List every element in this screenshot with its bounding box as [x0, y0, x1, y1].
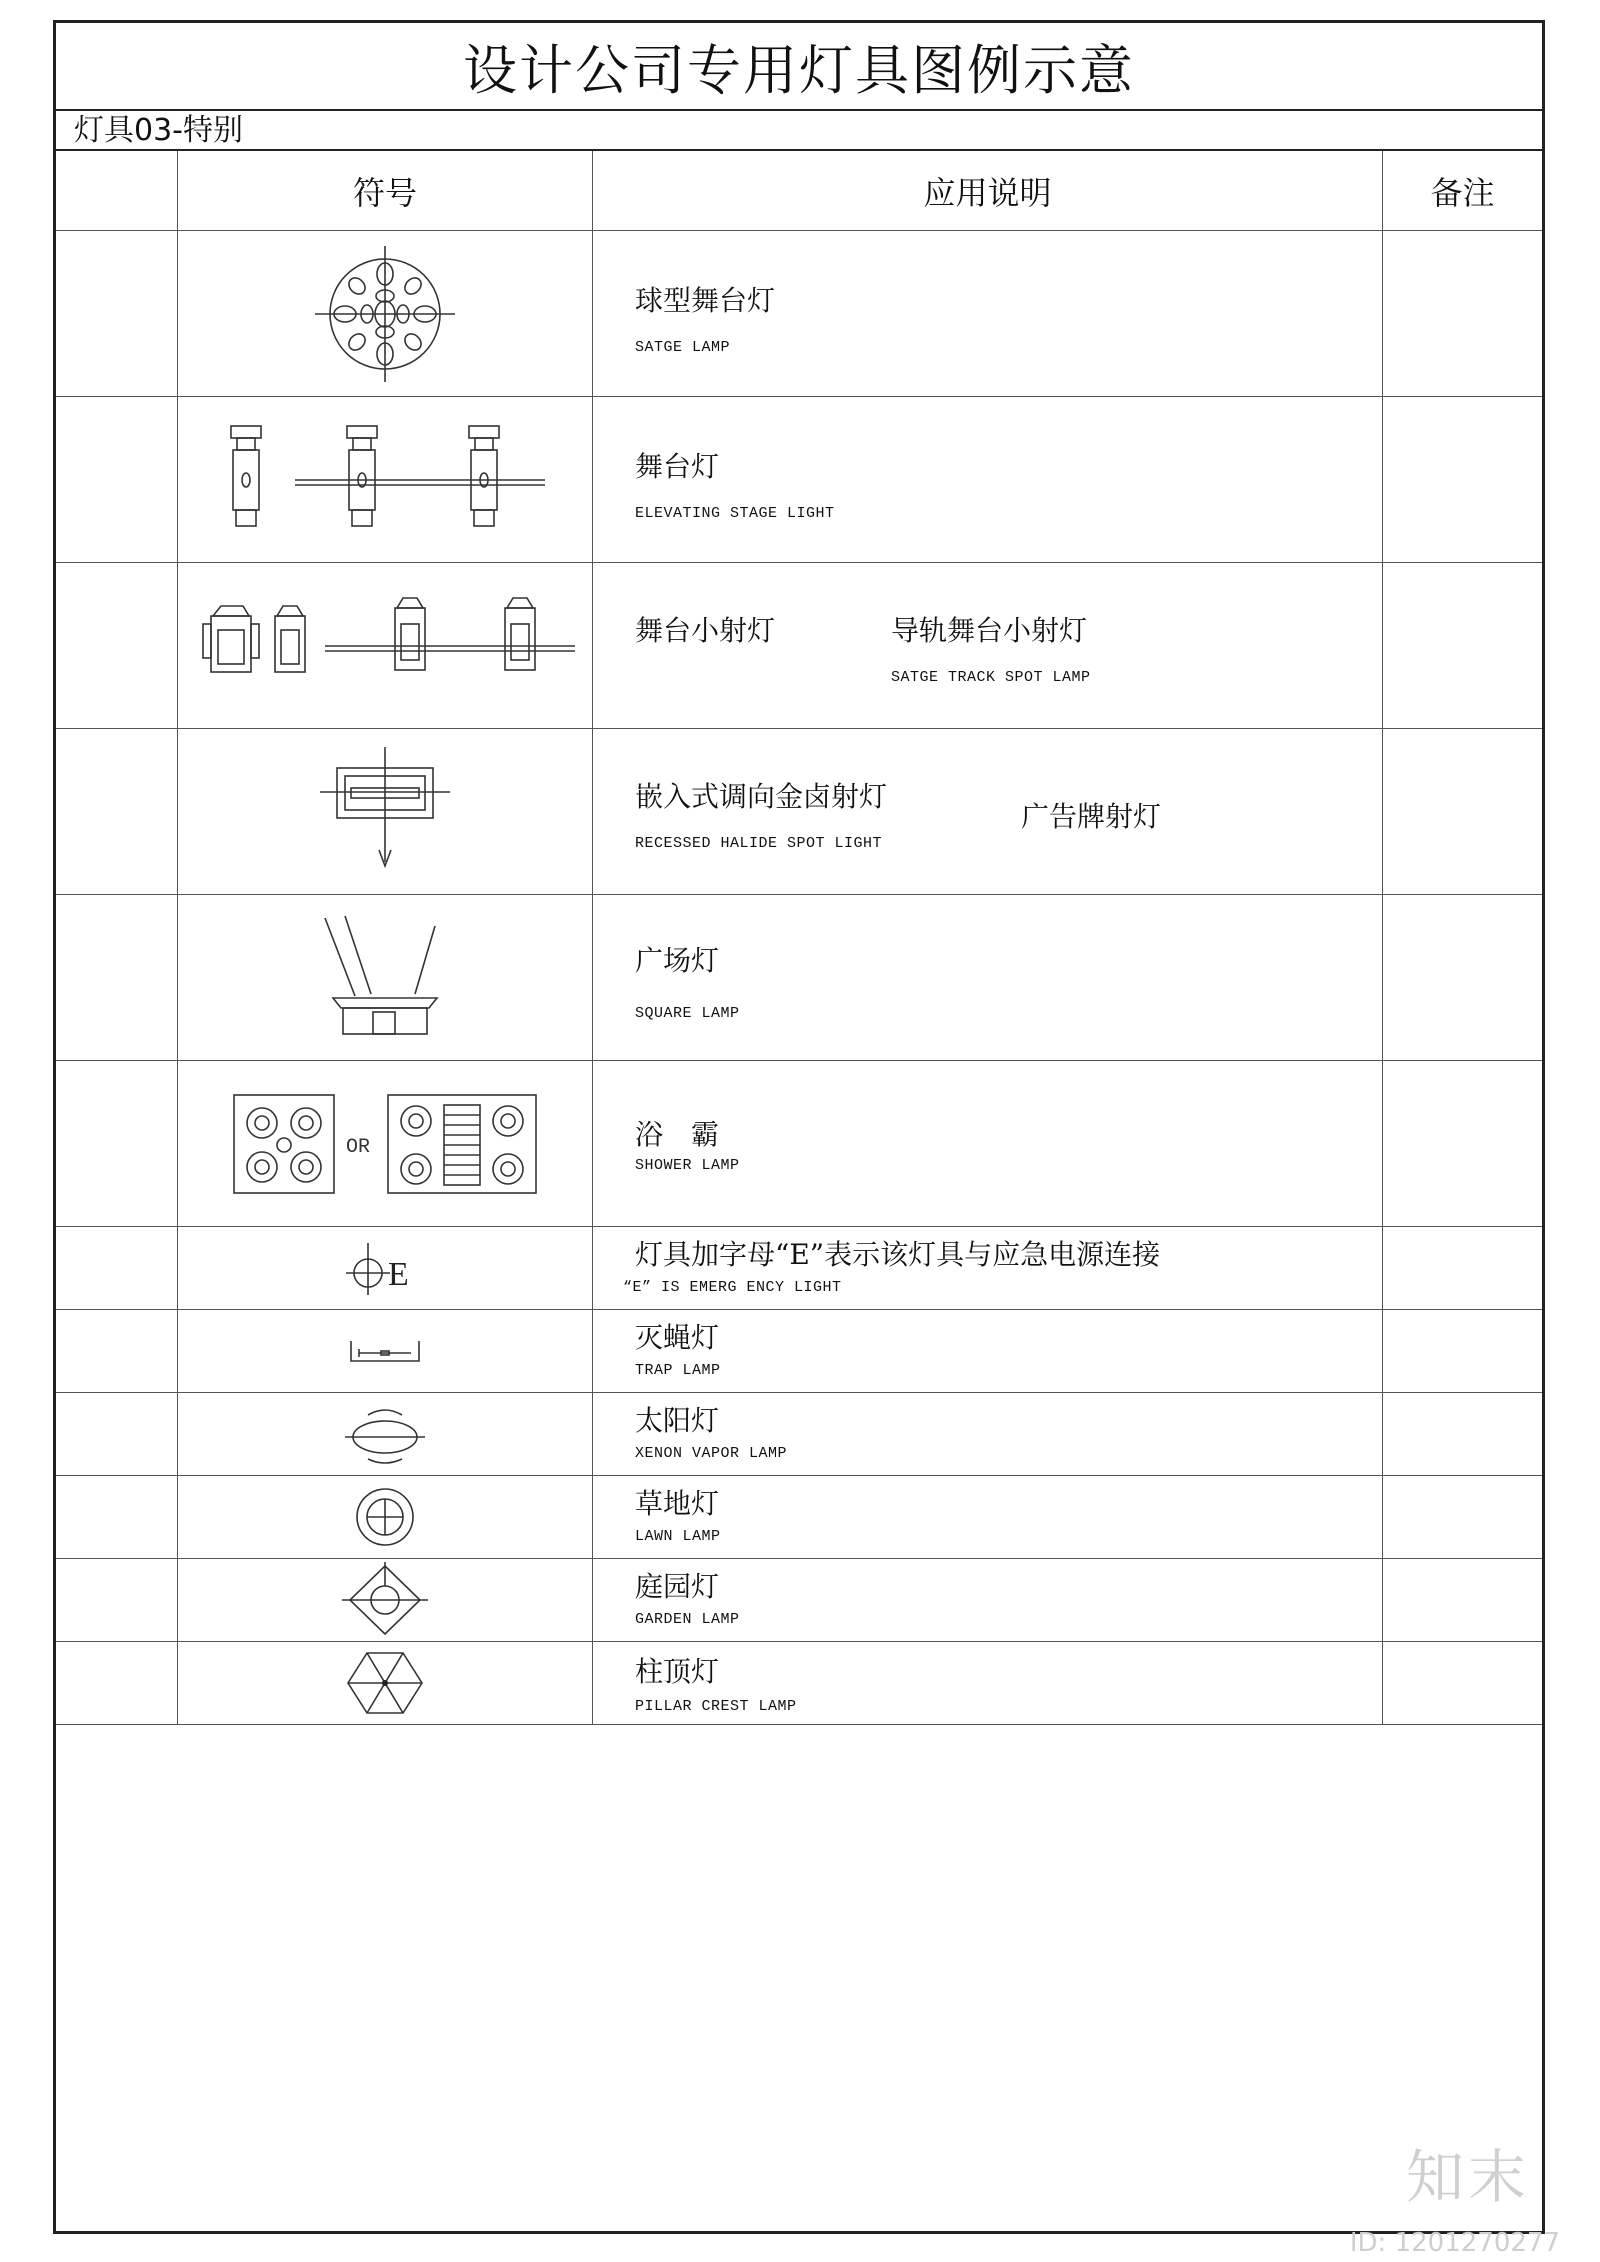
lamp-name-cn: 灯具加字母“E”表示该灯具与应急电源连接	[635, 1238, 1161, 1271]
remark-cell	[1383, 1559, 1542, 1641]
lamp-name-cn: 柱顶灯	[635, 1655, 720, 1688]
symbol-cell	[178, 729, 593, 894]
description-cell	[593, 895, 1383, 1060]
xenon-vapor-lamp-icon	[340, 1399, 430, 1469]
symbol-cell	[178, 563, 593, 728]
remark-cell	[1383, 231, 1542, 396]
lamp-name-cn: 舞台灯	[635, 450, 720, 483]
watermark-id: ID: 1201270277	[1349, 2228, 1560, 2258]
remark-cell	[1383, 1393, 1542, 1475]
symbol-cell	[178, 1227, 593, 1309]
remark-cell	[1383, 1642, 1542, 1724]
remark-cell	[1383, 1476, 1542, 1558]
lamp-name-cn: 舞台小射灯	[635, 614, 776, 647]
description-cell	[593, 1393, 1383, 1475]
recessed-halide-spot-icon	[315, 742, 455, 882]
description-cell	[593, 1227, 1383, 1309]
remark-cell	[1383, 729, 1542, 894]
lamp-name-cn: 球型舞台灯	[635, 284, 776, 317]
remark-cell	[1383, 1061, 1542, 1226]
section-subtitle: 灯具03-特别	[56, 111, 1542, 151]
page-title: 设计公司专用灯具图例示意	[56, 23, 1542, 111]
emergency-letter: E	[388, 1256, 409, 1293]
square-lamp-icon	[315, 908, 455, 1048]
symbol-cell	[178, 1061, 593, 1226]
elevating-stage-light-icon	[205, 410, 565, 550]
table-row	[56, 1310, 1542, 1393]
description-cell	[593, 1476, 1383, 1558]
table-row	[56, 563, 1542, 729]
lamp-name-cn-2: 导轨舞台小射灯	[891, 614, 1088, 647]
table-row	[56, 1642, 1542, 1725]
symbol-cell	[178, 397, 593, 562]
lamp-name-en: ELEVATING STAGE LIGHT	[635, 505, 835, 522]
legend-sheet	[53, 20, 1545, 2234]
table-row	[56, 1476, 1542, 1559]
table-row	[56, 1393, 1542, 1476]
lamp-name-en: TRAP LAMP	[635, 1362, 721, 1379]
remark-cell	[1383, 1227, 1542, 1309]
symbol-cell	[178, 1559, 593, 1641]
shower-lamp-icon	[230, 1089, 540, 1199]
lamp-name-cn: 灭蝇灯	[635, 1321, 720, 1354]
lamp-name-en: PILLAR CREST LAMP	[635, 1698, 797, 1715]
symbol-cell	[178, 1310, 593, 1392]
emergency-light-icon	[340, 1233, 430, 1303]
remark-cell	[1383, 563, 1542, 728]
remark-cell	[1383, 1310, 1542, 1392]
header-symbol: 符号	[178, 151, 593, 230]
lamp-name-en: SQUARE LAMP	[635, 1005, 740, 1022]
table-row	[56, 895, 1542, 1061]
table-row	[56, 231, 1542, 397]
description-cell	[593, 1310, 1383, 1392]
lawn-lamp-icon	[350, 1482, 420, 1552]
lamp-name-cn: 浴 霸	[635, 1118, 720, 1151]
lamp-name-cn: 庭园灯	[635, 1570, 720, 1603]
lamp-name-en: SHOWER LAMP	[635, 1157, 740, 1174]
stage-spot-lamp-icon	[185, 586, 585, 706]
header-remark: 备注	[1430, 173, 1495, 212]
header-description: 应用说明	[593, 151, 1383, 230]
lamp-name-cn: 草地灯	[635, 1487, 720, 1520]
watermark-logo: 知末	[1405, 2143, 1530, 2211]
description-cell	[593, 397, 1383, 562]
symbol-cell	[178, 1476, 593, 1558]
description-cell	[593, 1061, 1383, 1226]
lamp-name-en: “E” IS EMERG ENCY LIGHT	[623, 1279, 842, 1296]
description-cell	[593, 563, 1383, 728]
description-cell	[593, 729, 1383, 894]
lamp-name-en: LAWN LAMP	[635, 1528, 721, 1545]
symbol-cell	[178, 1393, 593, 1475]
table-row	[56, 1061, 1542, 1227]
table-header-row	[56, 151, 1542, 231]
garden-lamp-icon	[340, 1560, 430, 1640]
lamp-name-en: SATGE LAMP	[635, 339, 731, 356]
description-cell	[593, 1642, 1383, 1724]
blank-column-header	[56, 151, 178, 230]
or-label: OR	[346, 1135, 371, 1159]
table-row	[56, 1559, 1542, 1642]
trap-lamp-icon	[345, 1331, 425, 1371]
remark-cell	[1383, 895, 1542, 1060]
symbol-cell	[178, 895, 593, 1060]
lamp-name-cn: 嵌入式调向金卤射灯	[635, 780, 888, 813]
table-row	[56, 397, 1542, 563]
ball-stage-lamp-icon	[305, 244, 465, 384]
lamp-name-cn: 太阳灯	[635, 1404, 720, 1437]
pillar-crest-lamp-icon	[340, 1643, 430, 1723]
description-cell	[593, 231, 1383, 396]
lamp-name-en: GARDEN LAMP	[635, 1611, 740, 1628]
legend-table	[56, 151, 1542, 1725]
lamp-name-en-2: SATGE TRACK SPOT LAMP	[891, 669, 1091, 686]
lamp-name-cn: 广场灯	[635, 944, 720, 977]
symbol-cell	[178, 231, 593, 396]
lamp-name-en: XENON VAPOR LAMP	[635, 1445, 788, 1462]
description-cell	[593, 1559, 1383, 1641]
remark-cell	[1383, 397, 1542, 562]
lamp-name-en: RECESSED HALIDE SPOT LIGHT	[635, 835, 883, 852]
lamp-name-cn-2: 广告牌射灯	[1021, 800, 1162, 833]
symbol-cell	[178, 1642, 593, 1724]
table-row	[56, 1227, 1542, 1310]
table-row	[56, 729, 1542, 895]
